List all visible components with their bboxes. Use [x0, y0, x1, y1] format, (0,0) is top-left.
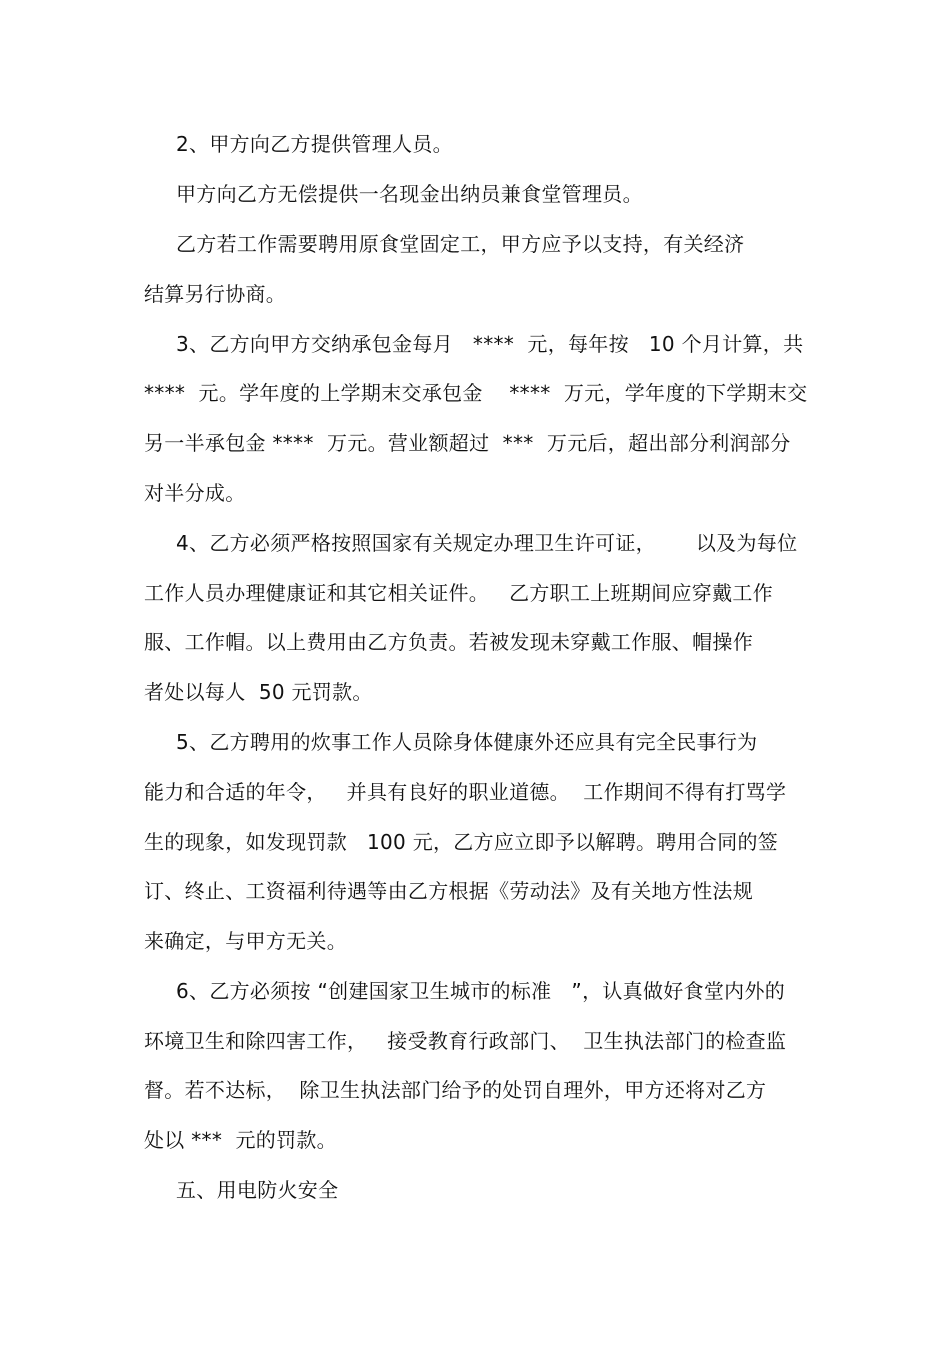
- text-line: 6、乙方必须按 “创建国家卫生城市的标准 ”，认真做好食堂内外的: [176, 979, 786, 1003]
- text-line: 甲方向乙方无偿提供一名现金出纳员兼食堂管理员。: [176, 182, 643, 206]
- text-line: 服、工作帽。以上费用由乙方负责。若被发现未穿戴工作服、帽操作: [144, 630, 753, 654]
- text-line: 对半分成。: [144, 481, 246, 505]
- section-heading: 五、用电防火安全: [176, 1178, 339, 1202]
- text-line: 4、乙方必须严格按照国家有关规定办理卫生许可证， 以及为每位: [176, 531, 798, 555]
- text-line: 能力和合适的年令， 并具有良好的职业道德。 工作期间不得有打骂学: [144, 780, 787, 804]
- text-line: 环境卫生和除四害工作， 接受教育行政部门、 卫生执法部门的检查监: [144, 1029, 787, 1053]
- text-line: **** 元。学年度的上学期末交承包金 **** 万元，学年度的下学期末交: [144, 381, 808, 405]
- text-line: 生的现象，如发现罚款 100 元，乙方应立即予以解聘。聘用合同的签: [144, 830, 779, 854]
- text-line: 督。若不达标， 除卫生执法部门给予的处罚自理外，甲方还将对乙方: [144, 1078, 767, 1102]
- text-line: 者处以每人 50 元罚款。: [144, 680, 373, 704]
- text-line: 来确定，与甲方无关。: [144, 929, 347, 953]
- text-line: 2、甲方向乙方提供管理人员。: [176, 132, 453, 156]
- text-line: 结算另行协商。: [144, 282, 287, 306]
- text-line: 另一半承包金 **** 万元。营业额超过 *** 万元后，超出部分利润部分: [144, 431, 791, 455]
- text-line: 订、终止、工资福利待遇等由乙方根据《劳动法》及有关地方性法规: [144, 879, 753, 903]
- text-line: 工作人员办理健康证和其它相关证件。 乙方职工上班期间应穿戴工作: [144, 581, 773, 605]
- text-line: 乙方若工作需要聘用原食堂固定工，甲方应予以支持，有关经济: [176, 232, 745, 256]
- text-line: 5、乙方聘用的炊事工作人员除身体健康外还应具有完全民事行为: [176, 730, 758, 754]
- text-line: 3、乙方向甲方交纳承包金每月 **** 元，每年按 10 个月计算，共: [176, 332, 804, 356]
- text-line: 处以 *** 元的罚款。: [144, 1128, 337, 1152]
